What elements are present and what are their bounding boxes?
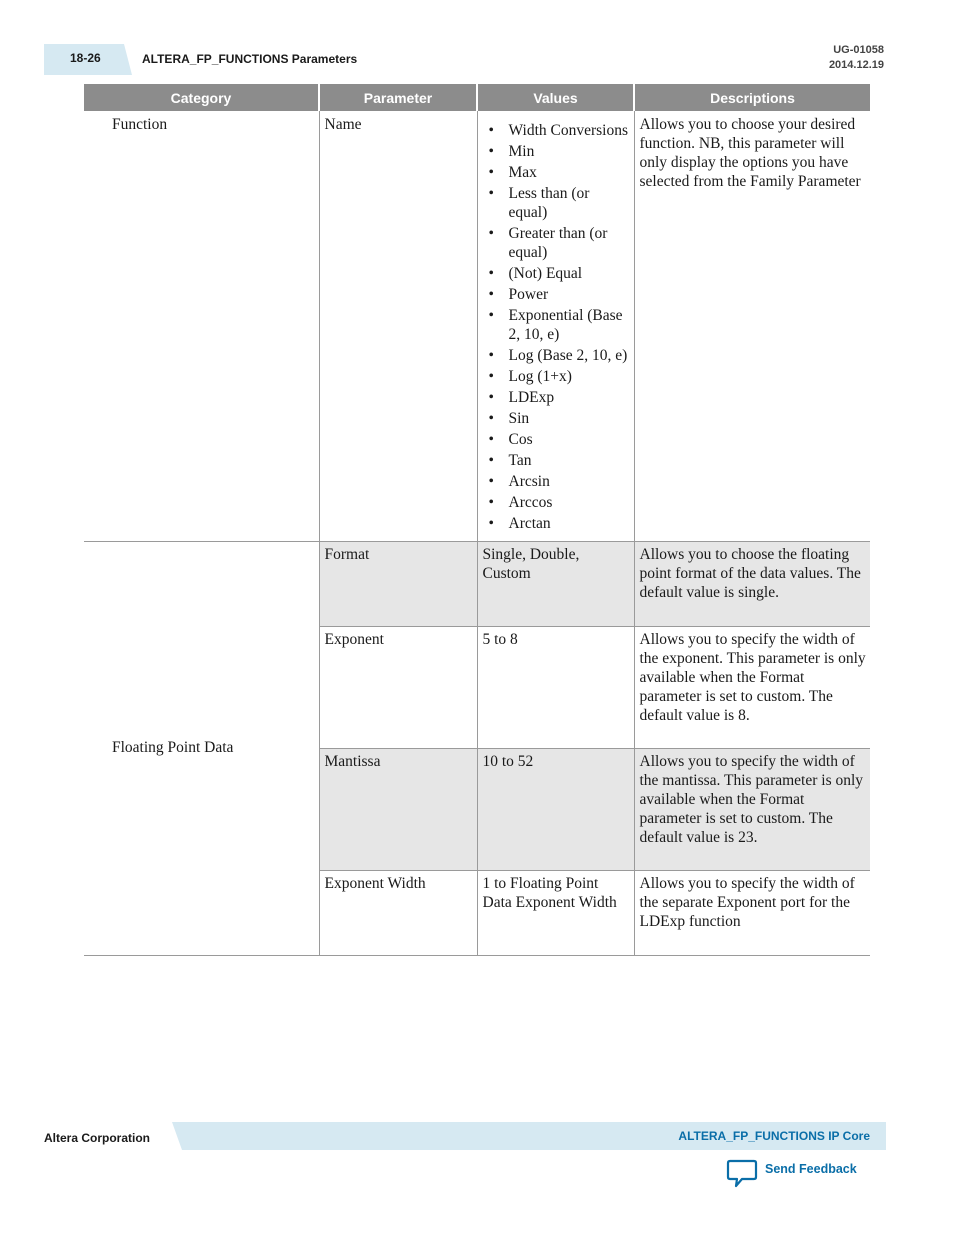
footer-product-link[interactable]: ALTERA_FP_FUNCTIONS IP Core <box>678 1129 870 1143</box>
list-item: • Power <box>509 285 630 304</box>
footer-company: Altera Corporation <box>44 1131 151 1145</box>
description-cell-exponent: Allows you to specify the width of the exponent. This parameter is only available when the Format parameter is set to custom. The default value is 8. <box>634 627 870 749</box>
document-id: UG-01058 <box>833 44 884 56</box>
parameters-table <box>84 84 870 956</box>
description-cell-function: Allows you to choose your desired function. NB, this parameter will only display the options you have selected from the Family Parameter <box>634 111 870 542</box>
list-item: • Arccos <box>509 493 630 512</box>
value-cell-exponent-width: 1 to Floating Point Data Exponent Width <box>477 871 634 956</box>
speech-bubble-icon <box>726 1158 758 1188</box>
list-item: • Sin <box>509 409 630 428</box>
list-item: • Less than (or equal) <box>509 184 630 222</box>
parameter-cell-exponent: Exponent <box>319 627 477 749</box>
send-feedback-link[interactable] <box>726 1158 857 1188</box>
page-number: 18-26 <box>70 51 101 65</box>
parameter-cell-name: Name <box>319 111 477 542</box>
list-item: • Exponential (Base 2, 10, e) <box>509 306 630 344</box>
list-item: • Tan <box>509 451 630 470</box>
description-cell-format: Allows you to choose the floating point format of the data values. The default value is single. <box>634 542 870 627</box>
list-item: • Log (1+x) <box>509 367 630 386</box>
list-item: • Width Conversions <box>509 121 630 140</box>
list-item: • Min <box>509 142 630 161</box>
value-cell-format: Single, Double, Custom <box>477 542 634 627</box>
list-item: • Max <box>509 163 630 182</box>
parameter-cell-format: Format <box>319 542 477 627</box>
column-header-values: Values <box>477 84 634 111</box>
description-cell-mantissa: Allows you to specify the width of the mantissa. This parameter is only available when the Format parameter is set to custom. The default value is 23. <box>634 749 870 871</box>
parameter-cell-exponent-width: Exponent Width <box>319 871 477 956</box>
parameter-cell-mantissa: Mantissa <box>319 749 477 871</box>
values-cell-function-list <box>477 111 634 542</box>
column-header-parameter: Parameter <box>319 84 477 111</box>
table-row-format <box>84 542 870 627</box>
section-title: ALTERA_FP_FUNCTIONS Parameters <box>142 52 358 66</box>
table-header-row <box>84 84 870 111</box>
list-item: • (Not) Equal <box>509 264 630 283</box>
document-id-block <box>829 43 884 73</box>
column-header-category: Category <box>84 84 319 111</box>
document-date: 2014.12.19 <box>828 59 884 71</box>
list-item: • Log (Base 2, 10, e) <box>509 346 630 365</box>
list-item: • Arctan <box>509 514 630 533</box>
value-cell-exponent: 5 to 8 <box>477 627 634 749</box>
list-item: • Arcsin <box>509 472 630 491</box>
category-cell-function: Function <box>84 111 319 542</box>
send-feedback-label: Send Feedback <box>765 1162 857 1176</box>
function-values-list <box>483 121 630 533</box>
list-item: • LDExp <box>509 388 630 407</box>
category-cell-floating-point-data: Floating Point Data <box>84 542 319 956</box>
list-item: • Cos <box>509 430 630 449</box>
column-header-descriptions: Descriptions <box>634 84 870 111</box>
list-item: • Greater than (or equal) <box>509 224 630 262</box>
table-row-function <box>84 111 870 542</box>
description-cell-exponent-width: Allows you to specify the width of the separate Exponent port for the LDExp function <box>634 871 870 956</box>
value-cell-mantissa: 10 to 52 <box>477 749 634 871</box>
